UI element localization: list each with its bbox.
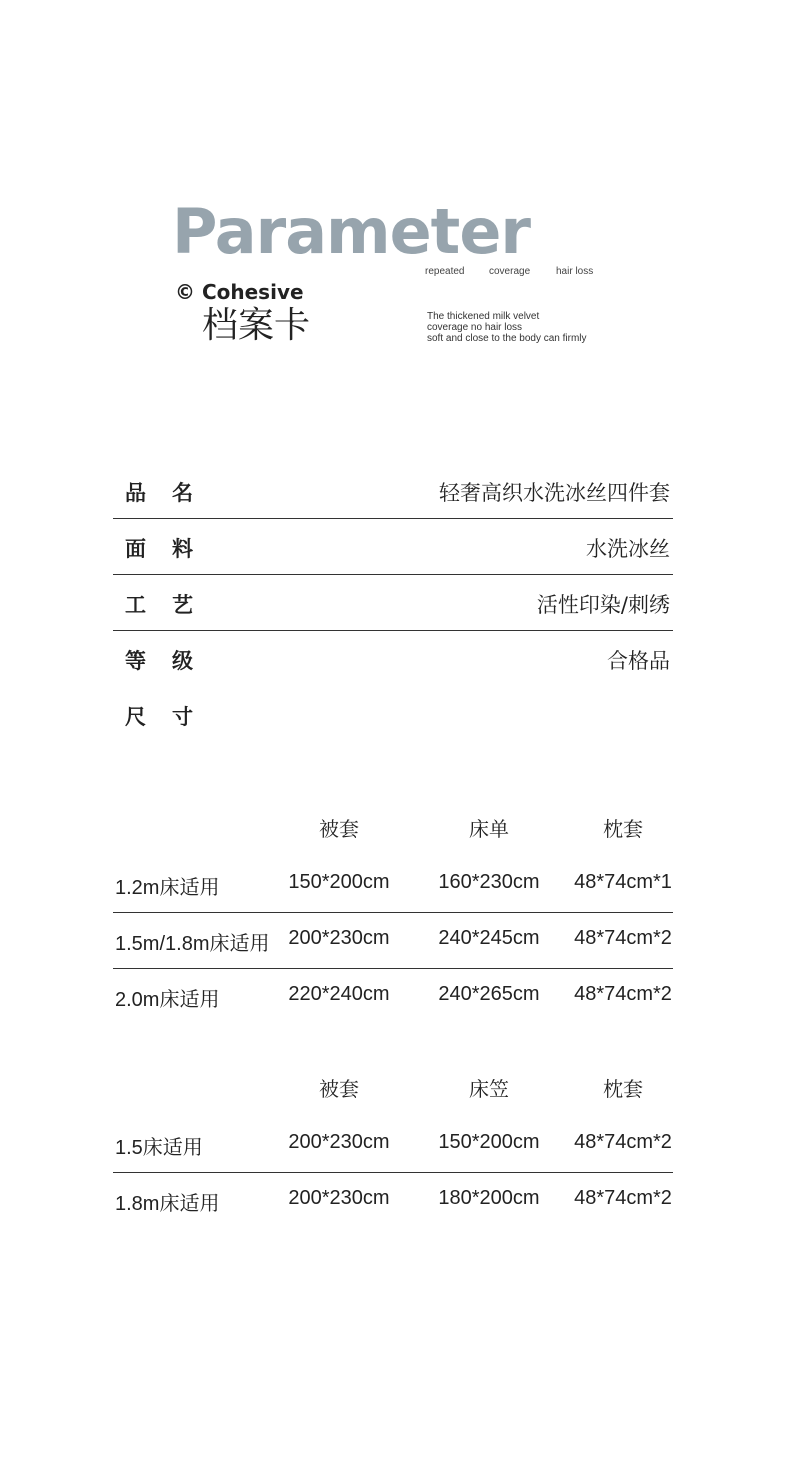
table-cell: 2.0m床适用 xyxy=(115,989,220,1011)
table-header xyxy=(113,803,673,857)
table-header-cell: 被套 xyxy=(319,819,359,841)
table-cell: 1.5床适用 xyxy=(115,1137,203,1159)
table-cell: 200*230cm xyxy=(288,1187,390,1209)
table-header-cell: 被套 xyxy=(319,1079,359,1101)
table-row xyxy=(113,857,673,913)
table-row xyxy=(113,969,673,1025)
table-row xyxy=(113,1117,673,1173)
table-cell: 160*230cm xyxy=(438,871,540,893)
table-cell: 1.2m床适用 xyxy=(115,877,220,899)
param-value: 合格品 xyxy=(607,649,670,673)
product-description xyxy=(427,311,587,344)
description-line: The thickened milk velvet xyxy=(427,311,540,322)
table-header-cell: 枕套 xyxy=(603,1079,643,1101)
archive-label: 档案卡 xyxy=(202,305,311,346)
param-label: 品名 xyxy=(125,481,219,505)
table-cell: 48*74cm*2 xyxy=(574,983,672,1005)
table-cell: 48*74cm*1 xyxy=(574,871,672,893)
table-cell: 240*265cm xyxy=(438,983,540,1005)
description-line: coverage no hair loss xyxy=(427,322,523,333)
table-cell: 220*240cm xyxy=(288,983,390,1005)
table-cell: 150*200cm xyxy=(438,1131,540,1153)
table-cell: 240*245cm xyxy=(438,927,540,949)
param-label: 等级 xyxy=(125,649,219,673)
param-value: 水洗冰丝 xyxy=(586,537,670,561)
table-cell: 200*230cm xyxy=(288,1131,390,1153)
param-label: 尺寸 xyxy=(125,705,219,729)
description-line: soft and close to the body can firmly xyxy=(427,333,587,344)
param-row-grade xyxy=(113,631,673,687)
param-row-size xyxy=(113,687,673,743)
table-cell: 48*74cm*2 xyxy=(574,1187,672,1209)
table-cell: 150*200cm xyxy=(288,871,390,893)
table-cell: 200*230cm xyxy=(288,927,390,949)
param-row-craft xyxy=(113,575,673,631)
table-cell: 180*200cm xyxy=(438,1187,540,1209)
param-label: 面料 xyxy=(125,537,219,561)
brand-name: © Cohesive xyxy=(175,280,304,304)
page-title: Parameter xyxy=(172,195,530,268)
param-label: 工艺 xyxy=(125,593,219,617)
param-row-fabric xyxy=(113,519,673,575)
tag-repeated: repeated xyxy=(425,266,465,277)
table-header-cell: 枕套 xyxy=(603,819,643,841)
size-table-sheet xyxy=(113,803,673,1025)
table-cell: 48*74cm*2 xyxy=(574,1131,672,1153)
size-table-fitted xyxy=(113,1063,673,1229)
parameter-list xyxy=(113,463,673,743)
param-value: 轻奢高织水洗冰丝四件套 xyxy=(439,481,670,505)
table-row xyxy=(113,1173,673,1229)
table-header-cell: 床笠 xyxy=(469,1079,509,1101)
tag-hair-loss: hair loss xyxy=(556,266,594,277)
tag-coverage: coverage xyxy=(489,266,531,277)
table-cell: 1.8m床适用 xyxy=(115,1193,220,1215)
table-row xyxy=(113,913,673,969)
table-cell: 1.5m/1.8m床适用 xyxy=(115,933,270,955)
param-row-name xyxy=(113,463,673,519)
table-header-cell: 床单 xyxy=(469,819,509,841)
param-value: 活性印染/刺绣 xyxy=(536,593,670,617)
table-header xyxy=(113,1063,673,1117)
table-cell: 48*74cm*2 xyxy=(574,927,672,949)
